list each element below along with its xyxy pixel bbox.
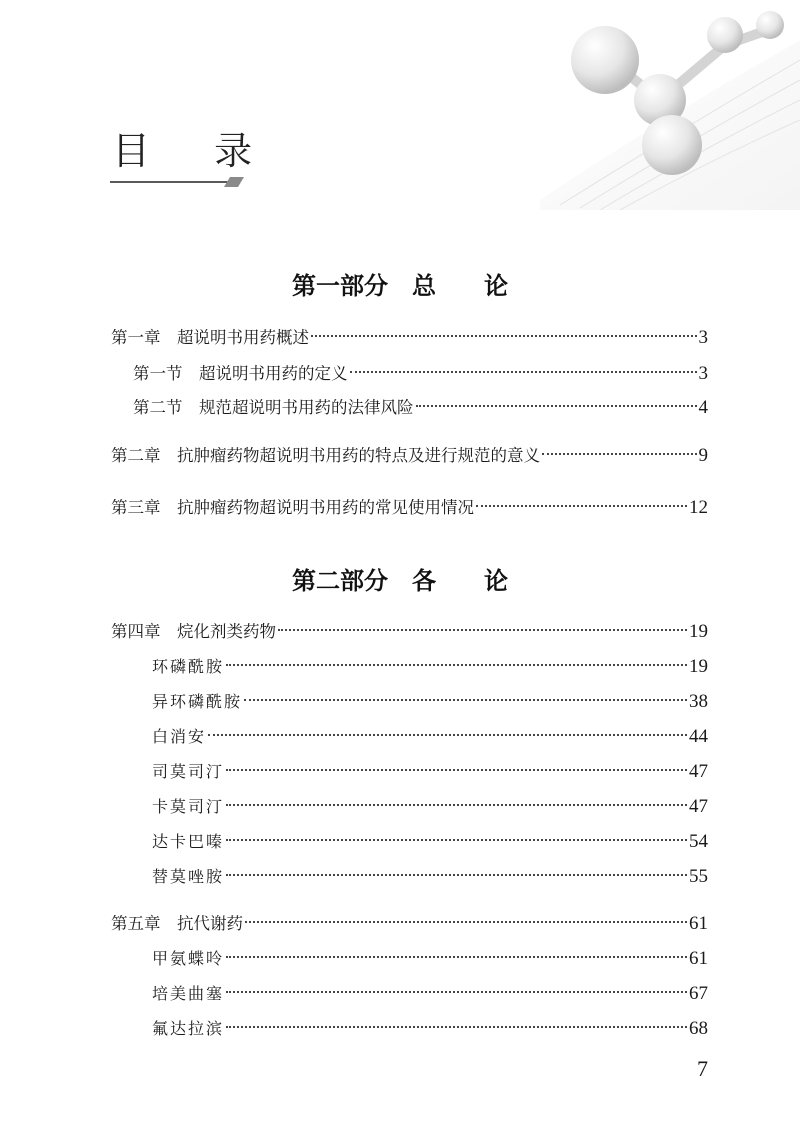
entry-page-number: 4 xyxy=(698,397,708,418)
entry-label: 司莫司汀 xyxy=(152,762,225,781)
entry-page-number: 12 xyxy=(689,497,708,518)
toc-entry-drug[interactable] xyxy=(152,794,708,820)
dot-leader xyxy=(350,371,697,373)
entry-page-number: 38 xyxy=(689,691,708,712)
toc-title: 目 录 xyxy=(112,129,279,173)
dot-leader xyxy=(226,1026,687,1028)
dot-leader xyxy=(278,629,687,631)
toc-entry-chapter[interactable] xyxy=(111,443,708,469)
entry-label: 达卡巴嗪 xyxy=(152,832,225,851)
toc-entry-chapter[interactable] xyxy=(111,911,708,937)
entry-label: 第二节 规范超说明书用药的法律风险 xyxy=(133,398,414,417)
dot-leader xyxy=(245,921,687,923)
dot-leader xyxy=(226,956,687,958)
part-heading: 第二部分 各 论 xyxy=(292,567,508,595)
dot-leader xyxy=(208,734,687,736)
entry-page-number: 61 xyxy=(689,913,708,934)
entry-page-number: 47 xyxy=(689,796,708,817)
entry-page-number: 61 xyxy=(689,948,708,969)
dot-leader xyxy=(311,335,697,337)
entry-page-number: 47 xyxy=(689,761,708,782)
entry-label: 环磷酰胺 xyxy=(152,657,225,676)
toc-entry-section[interactable] xyxy=(133,395,708,421)
entry-label: 异环磷酰胺 xyxy=(152,692,243,711)
dot-leader xyxy=(416,405,697,407)
toc-entry-drug[interactable] xyxy=(152,946,708,972)
dot-leader xyxy=(226,991,687,993)
entry-page-number: 55 xyxy=(689,866,708,887)
toc-entry-drug[interactable] xyxy=(152,759,708,785)
dot-leader xyxy=(226,839,687,841)
entry-page-number: 19 xyxy=(689,656,708,677)
entry-label: 第三章 抗肿瘤药物超说明书用药的常见使用情况 xyxy=(111,498,474,517)
entry-page-number: 67 xyxy=(689,983,708,1004)
title-underline xyxy=(110,176,244,188)
entry-page-number: 68 xyxy=(689,1018,708,1039)
entry-label: 氟达拉滨 xyxy=(152,1019,225,1038)
entry-label: 培美曲塞 xyxy=(152,984,225,1003)
toc-entry-section[interactable] xyxy=(133,361,708,387)
page-number: 7 xyxy=(697,1056,708,1081)
entry-page-number: 44 xyxy=(689,726,708,747)
dot-leader xyxy=(226,874,687,876)
dot-leader xyxy=(244,699,687,701)
dot-leader xyxy=(542,453,697,455)
entry-page-number: 54 xyxy=(689,831,708,852)
toc-entry-drug[interactable] xyxy=(152,689,708,715)
entry-page-number: 3 xyxy=(698,327,708,348)
entry-label: 第二章 抗肿瘤药物超说明书用药的特点及进行规范的意义 xyxy=(111,446,540,465)
toc-entry-drug[interactable] xyxy=(152,724,708,750)
molecule-decoration xyxy=(520,0,800,210)
entry-label: 第五章 抗代谢药 xyxy=(111,914,243,933)
toc-entry-chapter[interactable] xyxy=(111,495,708,521)
dot-leader xyxy=(476,505,687,507)
toc-entry-drug[interactable] xyxy=(152,981,708,1007)
toc-entry-drug[interactable] xyxy=(152,654,708,680)
entry-page-number: 19 xyxy=(689,621,708,642)
toc-entry-chapter[interactable] xyxy=(111,325,708,351)
toc-entry-drug[interactable] xyxy=(152,829,708,855)
toc-entry-chapter[interactable] xyxy=(111,619,708,645)
part-heading: 第一部分 总 论 xyxy=(292,272,508,300)
entry-page-number: 9 xyxy=(698,445,708,466)
entry-label: 甲氨蝶呤 xyxy=(152,949,225,968)
dot-leader xyxy=(226,769,687,771)
dot-leader xyxy=(226,804,687,806)
dot-leader xyxy=(226,664,687,666)
entry-page-number: 3 xyxy=(698,363,708,384)
entry-label: 第一章 超说明书用药概述 xyxy=(111,328,309,347)
entry-label: 第四章 烷化剂类药物 xyxy=(111,622,276,641)
entry-label: 替莫唑胺 xyxy=(152,867,225,886)
entry-label: 白消安 xyxy=(152,727,207,746)
toc-entry-drug[interactable] xyxy=(152,1016,708,1042)
entry-label: 第一节 超说明书用药的定义 xyxy=(133,364,348,383)
entry-label: 卡莫司汀 xyxy=(152,797,225,816)
toc-entry-drug[interactable] xyxy=(152,864,708,890)
